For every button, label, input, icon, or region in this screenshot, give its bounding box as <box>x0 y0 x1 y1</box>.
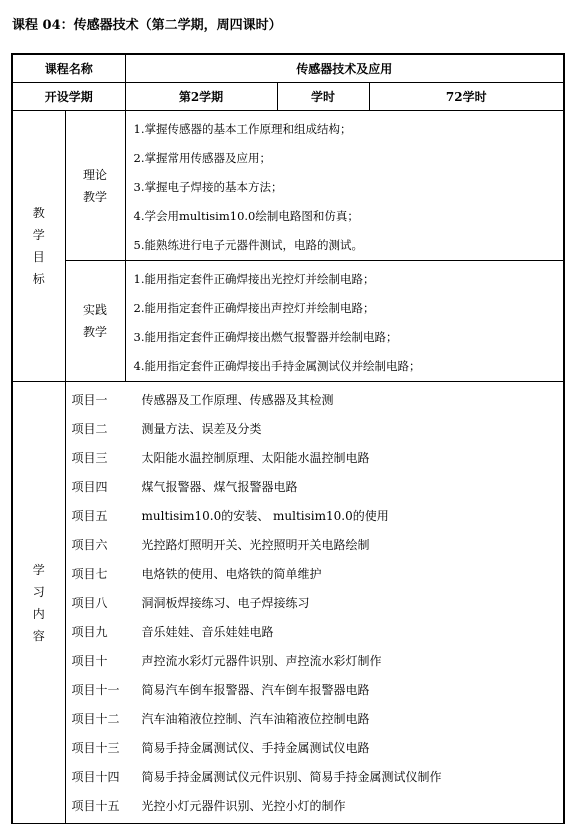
list-item <box>72 415 564 444</box>
project-desc: multisim10.0的安装、 multisim10.0的使用 <box>141 509 389 523</box>
project-name: 项目九 <box>71 625 108 639</box>
theory-row <box>12 111 564 261</box>
project-name: 项目四 <box>71 480 108 494</box>
project-desc: 测量方法、误差及分类 <box>141 422 262 436</box>
term-value: 第2学期 <box>125 83 277 111</box>
label-char: 习 <box>32 584 45 599</box>
list-item <box>72 386 564 415</box>
project-list <box>65 382 564 824</box>
list-item <box>72 531 564 560</box>
theory-items <box>125 111 564 261</box>
project-name: 项目五 <box>71 509 108 523</box>
list-item <box>72 473 564 502</box>
project-desc: 电烙铁的使用、电烙铁的简单维护 <box>141 567 322 581</box>
project-name: 项目十三 <box>71 741 120 755</box>
project-desc: 太阳能水温控制原理、太阳能水温控制电路 <box>141 451 370 465</box>
project-name: 项目七 <box>71 567 108 581</box>
course-table <box>11 53 565 824</box>
project-name: 项目六 <box>71 538 108 552</box>
project-desc: 汽车油箱液位控制、汽车油箱液位控制电路 <box>141 712 370 726</box>
list-item: 2.掌握常用传感器及应用； <box>133 151 271 165</box>
theory-teaching-label <box>65 111 125 261</box>
label-char: 理论 <box>83 167 108 182</box>
list-item: 4.能用指定套件正确焊接出手持金属测试仪并绘制电路； <box>133 359 421 373</box>
project-desc: 简易手持金属测试仪、手持金属测试仪电路 <box>141 741 370 755</box>
project-desc: 简易汽车倒车报警器、汽车倒车报警器电路 <box>141 683 370 697</box>
practice-teaching-label <box>65 261 125 382</box>
hours-value: 72学时 <box>369 83 564 111</box>
label-char: 容 <box>32 628 45 643</box>
label-char: 学 <box>32 562 45 577</box>
project-desc: 光控路灯照明开关、光控照明开关电路绘制 <box>141 538 370 552</box>
list-item <box>72 763 564 792</box>
list-item <box>72 502 564 531</box>
project-desc: 洞洞板焊接练习、电子焊接练习 <box>141 596 310 610</box>
project-name: 项目一 <box>71 393 108 407</box>
term-label: 开设学期 <box>12 83 125 111</box>
course-name-label: 课程名称 <box>12 54 125 83</box>
list-item <box>72 560 564 589</box>
list-item: 5.能熟练进行电子元器件测试，电路的测试。 <box>133 238 363 252</box>
project-name: 项目二 <box>71 422 108 436</box>
list-item: 2.能用指定套件正确焊接出声控灯并绘制电路； <box>133 301 375 315</box>
list-item <box>72 618 564 647</box>
list-item: 3.能用指定套件正确焊接出燃气报警器并绘制电路； <box>133 330 398 344</box>
project-desc: 煤气报警器、煤气报警器电路 <box>141 480 298 494</box>
list-item: 3.掌握电子焊接的基本方法； <box>133 180 283 194</box>
practice-items <box>125 261 564 382</box>
label-char: 教学 <box>83 189 108 204</box>
teaching-goals-label <box>12 111 65 382</box>
list-item: 1.能用指定套件正确焊接出光控灯并绘制电路； <box>133 272 375 286</box>
project-desc: 音乐娃娃、音乐娃娃电路 <box>141 625 274 639</box>
hours-label: 学时 <box>277 83 369 111</box>
label-char: 教学 <box>83 325 108 339</box>
list-item <box>72 589 564 618</box>
list-item <box>72 676 564 705</box>
project-desc: 简易手持金属测试仪元件识别、简易手持金属测试仪制作 <box>141 770 442 784</box>
list-item <box>72 647 564 676</box>
label-char: 学 <box>32 228 45 242</box>
term-row <box>12 83 564 111</box>
project-name: 项目十四 <box>71 770 120 784</box>
list-item: 4.学会用multisim10.0绘制电路图和仿真； <box>133 209 359 223</box>
label-char: 教 <box>32 206 45 220</box>
project-desc: 传感器及工作原理、传感器及其检测 <box>141 393 334 407</box>
learning-content-label <box>12 382 65 824</box>
project-name: 项目十五 <box>71 799 120 813</box>
list-item <box>72 444 564 473</box>
project-desc: 光控小灯元器件识别、光控小灯的制作 <box>141 799 346 813</box>
project-name: 项目十 <box>71 654 108 668</box>
project-name: 项目三 <box>71 451 108 465</box>
practice-row <box>12 261 564 382</box>
project-name: 项目八 <box>71 596 108 610</box>
project-name: 项目十一 <box>71 683 120 697</box>
list-item <box>72 705 564 734</box>
label-char: 目 <box>32 250 45 264</box>
page-title: 课程 04：传感器技术（第二学期，周四课时） <box>12 18 282 33</box>
course-name-row <box>12 54 564 83</box>
list-item <box>72 734 564 763</box>
label-char: 内 <box>32 606 45 621</box>
label-char: 实践 <box>83 303 108 317</box>
content-row <box>12 382 564 824</box>
course-name-value: 传感器技术及应用 <box>125 54 564 83</box>
project-name: 项目十二 <box>71 712 120 726</box>
list-item: 1.掌握传感器的基本工作原理和组成结构； <box>133 122 352 136</box>
project-desc: 声控流水彩灯元器件识别、声控流水彩灯制作 <box>141 654 382 668</box>
label-char: 标 <box>32 272 45 286</box>
